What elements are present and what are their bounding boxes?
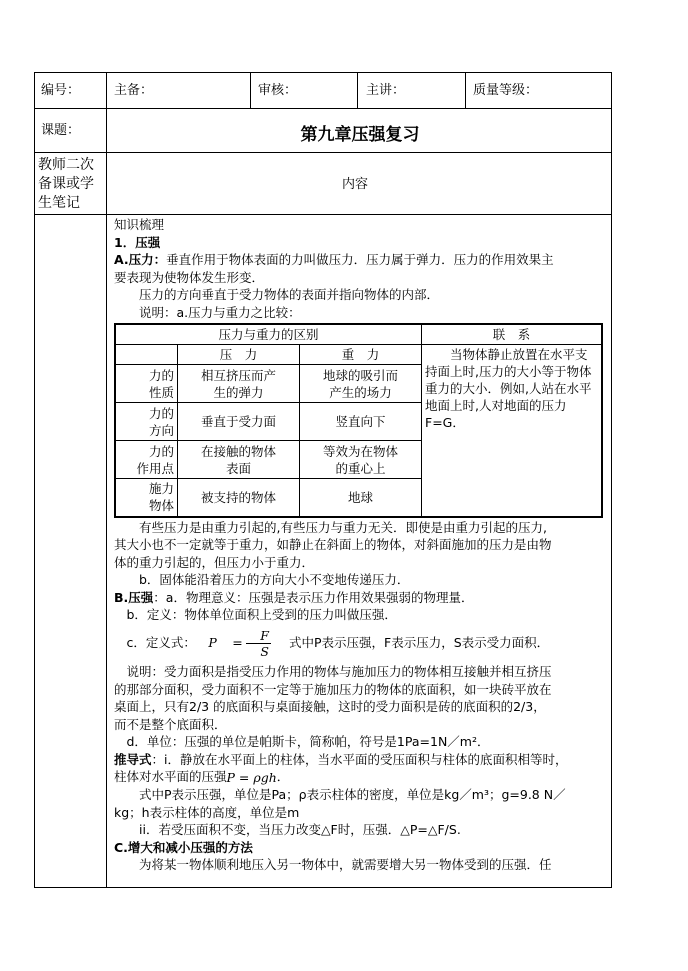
formula-numerator: F (246, 628, 271, 644)
side-label: 备课或学 (38, 176, 94, 192)
formula-pressure: P = ρgh (226, 769, 277, 785)
formula-eq: = (232, 635, 243, 650)
table-head: 重 力 (300, 345, 422, 365)
text-line: 为将某一物体顺利地压入另一物体中，就需要增大另一物体受到的压强．任 (139, 857, 552, 873)
review-label: 审核： (258, 83, 298, 98)
text-line: 说明：受力面积是指受压力作用的物体与施加压力的物体相互接触并相互挤压 (126, 664, 552, 679)
column-divider (357, 72, 358, 108)
formula-denominator: S (260, 643, 269, 659)
id-label: 编号： (41, 83, 81, 98)
text-line: d．单位：压强的单位是帕斯卡，简称帕，符号是1Pa=1N／m²． (126, 734, 490, 749)
side-label: 生笔记 (38, 195, 80, 211)
text-line (114, 627, 606, 660)
term: 推导式 (114, 751, 152, 767)
column-divider (465, 72, 466, 108)
row-divider (34, 214, 612, 215)
row-label: 施力 物体 (115, 479, 178, 517)
table-head: 压 力 (178, 345, 300, 365)
text-line: 要表现为使物体发生形变． (114, 269, 265, 285)
text-line: b．固体能沿着压力的方向大小不变地传递压力． (139, 572, 410, 587)
row-divider (34, 152, 612, 153)
content-body (114, 216, 606, 874)
table-head: 压力与重力的区别 (115, 324, 422, 345)
text-line: 其大小也不一定就等于重力，如静止在斜面上的物体，对斜面施加的压力是由物 (114, 537, 552, 552)
table-cell: 垂直于受力面 (178, 403, 300, 441)
text-line: 的那部分面积，受力面积不一定等于施加压力的物体的底面积，如一块砖平放在 (114, 681, 552, 697)
text-span: ：a．物理意义：压强是表示压力作用效果强弱的物理量． (153, 589, 474, 605)
term: A.压力： (114, 252, 167, 267)
comparison-table (114, 323, 603, 518)
column-divider (250, 72, 251, 108)
text-span: ． (276, 769, 290, 784)
text-line: 说明：a.压力与重力之比较： (139, 304, 301, 320)
table-cell: 地球的吸引而 产生的场力 (300, 365, 422, 403)
text-line: 体的重力引起的，但压力小于重力． (114, 554, 315, 570)
text-line: ii．若受压面积不变，当压力改变△F时，压强．△P=△F/S. (139, 822, 461, 838)
table-cell: 相互挤压而产 生的弹力 (178, 365, 300, 403)
text-line (114, 768, 606, 786)
text-line (114, 589, 606, 607)
text-line: 有些压力是由重力引起的,有些压力与重力无关．即使是由重力引起的压力, (139, 519, 547, 535)
table-cell: 地球 (300, 479, 422, 517)
quality-label: 质量等级： (473, 83, 539, 98)
text-line: 桌面上，只有2/3 的底面积与桌面接触，这时的受力面积是砖的底面积的2/3， (114, 699, 546, 714)
section-heading: C.增大和减小压强的方法 (114, 839, 253, 855)
table-cell: 在接触的物体 表面 (178, 441, 300, 479)
lecturer-label: 主讲： (366, 83, 406, 98)
text-line: b．定义：物体单位面积上受到的压力叫做压强． (126, 607, 397, 622)
page-title: 第九章压强复习 (300, 125, 420, 145)
content-heading: 内容 (342, 177, 369, 192)
text-span: 柱体对水平面的压强 (114, 769, 227, 784)
table-cell (115, 345, 178, 365)
row-label: 力的 性质 (115, 365, 178, 403)
text-span: 式中P表示压强，F表示压力，S表示受力面积． (288, 634, 550, 650)
text-line: kg；h表示柱体的高度，单位是m (114, 804, 300, 820)
table-cell: 被支持的物体 (178, 479, 300, 517)
text-span: 垂直作用于物体表面的力叫做压力．压力属于弹力．压力的作用效果主 (166, 252, 554, 267)
term: B.压强 (114, 589, 154, 605)
formula-fraction (246, 628, 271, 659)
row-label: 力的 方向 (115, 403, 178, 441)
section-heading: 1．压强 (114, 234, 161, 250)
row-label: 力的 作用点 (115, 441, 178, 479)
text-line: 压力的方向垂直于受力物体的表面并指向物体的内部． (139, 287, 440, 302)
text-line: 而不是整个底面积． (114, 716, 227, 732)
row-divider (34, 108, 612, 109)
table-cell: 竖直向下 (300, 403, 422, 441)
text-span: c．定义式： (126, 634, 196, 650)
text-line (114, 751, 606, 769)
formula-p: P (208, 635, 217, 650)
text-span: ：i．静放在水平面上的柱体，当水平面的受压面积与柱体的底面积相等时， (151, 751, 568, 767)
topic-label: 课题： (41, 123, 81, 138)
column-divider (106, 72, 107, 888)
prep-label: 主备： (114, 83, 154, 98)
relation-cell: 当物体静止放置在水平支持面上时,压力的大小等于物体重力的大小．例如,人站在水平地面上时,人对地面的压力F=G． (422, 345, 602, 517)
text-line: 知识梳理 (114, 217, 165, 232)
table-cell: 等效为在物体 的重心上 (300, 441, 422, 479)
text-line (114, 251, 606, 269)
text-line: 式中P表示压强，单位是Pa；ρ表示柱体的密度，单位是kg／m³；g=9.8 N／ (139, 787, 566, 803)
table-head: 联 系 (422, 324, 602, 345)
side-label: 教师二次 (38, 157, 94, 173)
